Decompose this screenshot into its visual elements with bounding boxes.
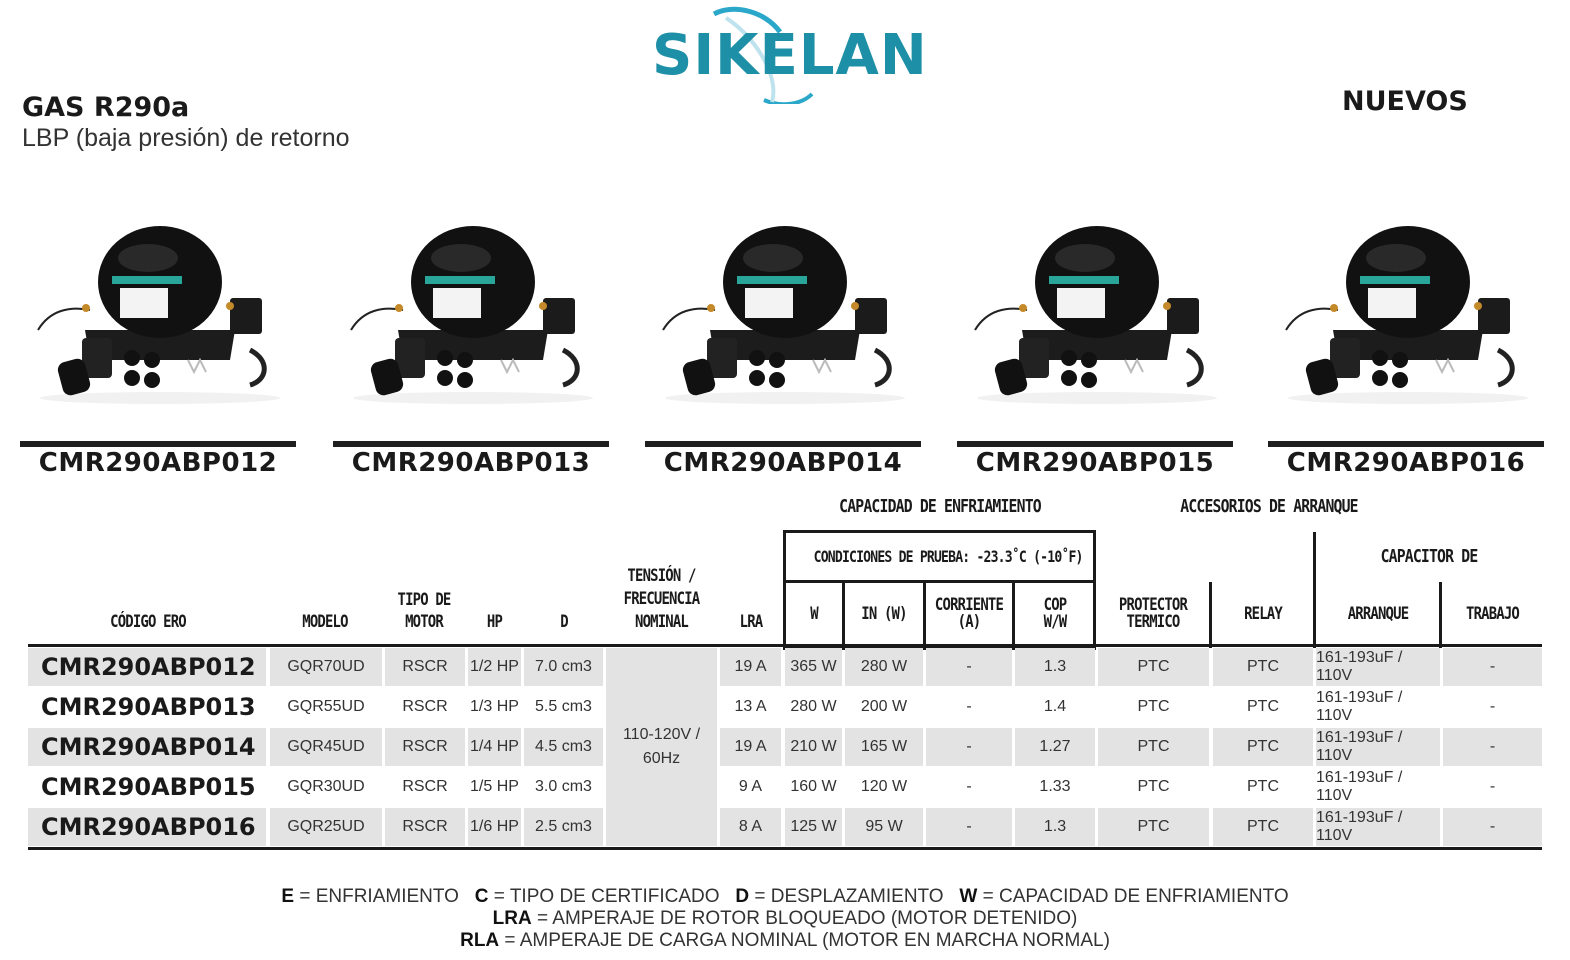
cell-modelo: GQR45UD [270,728,382,766]
cell-trabajo: - [1443,808,1542,846]
legend-key: D [735,886,750,907]
cell-codigo: CMR290ABP012 [28,648,266,686]
cell-relay: PTC [1247,778,1279,795]
voltage-line2: 60Hz [642,750,681,767]
gas-subtitle: LBP (baja presión) de retorno [22,124,350,152]
voltage-line1: 110-120V / [622,726,701,743]
col-protector-2: TERMICO [1126,612,1180,632]
nuevos-badge: NUEVOS [1342,86,1468,117]
cell-w: 210 W [785,728,842,766]
product-card [1268,210,1544,482]
table-row [28,808,1542,846]
legend-line-2 [0,908,1570,930]
cell-d: 4.5 cm3 [524,728,603,766]
cell-codigo: CMR290ABP013 [41,693,256,721]
header-capacidad: CAPACIDAD DE ENFRIAMIENTO [839,496,1041,517]
compressor-image [957,210,1233,410]
col-modelo: MODELO [302,612,348,632]
legend-key: LRA [492,908,532,929]
header-capacitor: CAPACITOR DE [1380,546,1478,567]
product-card [333,210,609,482]
cell-in-w: 280 W [845,648,923,686]
cell-hp: 1/4 HP [468,728,521,766]
cell-corriente: - [926,808,1012,846]
cell-hp: 1/3 HP [470,698,519,715]
legend-text: = TIPO DE CERTIFICADO [488,886,736,907]
compressor-image [333,210,609,410]
divider [1439,582,1442,648]
brand-logo [652,4,928,104]
cell-trabajo: - [1443,648,1542,686]
table-row [28,768,1542,806]
col-protector-1: PROTECTOR [1118,595,1188,615]
header-condiciones: CONDICIONES DE PRUEBA: -23.3˚C (-10˚F) [813,547,1083,566]
cell-cop: 1.3 [1015,808,1095,846]
col-w: W [810,604,818,624]
product-code: CMR290ABP015 [975,448,1215,478]
cell-arranque: 161-193uF / 110V [1316,769,1403,804]
legend-line-3 [0,930,1570,952]
legend-text: = AMPERAJE DE ROTOR BLOQUEADO (MOTOR DETENIDO) [531,908,1078,929]
cell-d: 5.5 cm3 [535,698,592,715]
legend-key: W [959,886,978,907]
divider [1012,582,1015,648]
col-tension-1: TENSIÓN / [627,566,696,586]
legend-line-1 [0,886,1570,908]
cell-w: 365 W [785,648,842,686]
cell-codigo: CMR290ABP016 [28,808,266,846]
cell-d: 2.5 cm3 [524,808,603,846]
col-arranque: ARRANQUE [1347,604,1409,624]
cell-trabajo: - [1443,728,1542,766]
cell-cop: 1.27 [1015,728,1095,766]
cell-cop: 1.33 [1039,778,1071,795]
cell-d: 7.0 cm3 [524,648,603,686]
product-card [645,210,921,482]
cell-relay: PTC [1247,698,1279,715]
legend-text: = ENFRIAMIENTO [294,886,475,907]
product-code: CMR290ABP016 [1286,448,1526,478]
cell-relay: PTC [1213,808,1313,846]
cell-codigo: CMR290ABP014 [28,728,266,766]
legend-text: = CAPACIDAD DE ENFRIAMIENTO [977,886,1289,907]
col-cop-1: COP [1043,595,1067,615]
cell-motor: RSCR [402,778,448,795]
col-cop-2: W/W [1043,612,1067,632]
legend-text: = DESPLAZAMIENTO [749,886,960,907]
cell-arranque: 161-193uF / 110V [1316,648,1440,686]
table-row [28,728,1542,766]
cell-trabajo: - [1489,698,1496,715]
col-d: D [560,612,568,632]
product-underline [645,441,921,447]
product-code: CMR290ABP014 [663,448,903,478]
legend-key: E [281,886,295,907]
brand-name: SIKELAN [652,23,928,88]
divider [842,582,845,648]
voltage-cell [606,648,717,846]
col-trabajo: TRABAJO [1465,604,1520,624]
cell-in-w: 165 W [845,728,923,766]
cell-protector: PTC [1098,648,1209,686]
condiciones-divider [783,580,1096,583]
product-underline [333,441,609,447]
cell-corriente: - [926,728,1012,766]
cell-protector: PTC [1137,698,1170,715]
col-tipo-motor-1: TIPO DE [397,590,451,610]
product-code: CMR290ABP012 [38,448,278,478]
col-tipo-motor-2: MOTOR [405,612,443,632]
col-tension-2: FRECUENCIA [623,589,700,609]
product-card [957,210,1233,482]
legend-key: C [474,886,489,907]
header-accesorios: ACCESORIOS DE ARRANQUE [1180,496,1358,517]
cell-arranque: 161-193uF / 110V [1316,728,1440,766]
cell-modelo: GQR25UD [270,808,382,846]
cell-trabajo: - [1489,778,1496,795]
cell-protector: PTC [1098,808,1209,846]
compressor-image [20,210,296,410]
cell-motor: RSCR [385,648,465,686]
header-rule [28,644,1542,647]
cell-lra: 19 A [720,728,781,766]
product-card [20,210,296,482]
cell-lra: 9 A [738,778,763,795]
compressor-image [645,210,921,410]
cell-relay: PTC [1213,648,1313,686]
cell-hp: 1/6 HP [468,808,521,846]
cell-corriente: - [966,778,972,795]
col-corriente-2: (A) [957,612,981,632]
cell-codigo: CMR290ABP015 [41,773,256,801]
cell-d: 3.0 cm3 [535,778,592,795]
cell-lra: 13 A [734,698,767,715]
cell-modelo: GQR70UD [270,648,382,686]
cell-in-w: 200 W [860,698,908,715]
gas-title: GAS R290a [22,92,190,123]
cell-modelo: GQR55UD [287,698,365,715]
cell-motor: RSCR [385,808,465,846]
product-underline [20,441,296,447]
col-lra: LRA [739,612,763,632]
cell-corriente: - [926,648,1012,686]
cell-w: 160 W [790,778,837,795]
product-underline [957,441,1233,447]
cell-lra: 8 A [720,808,781,846]
cell-in-w: 120 W [860,778,908,795]
cell-motor: RSCR [385,728,465,766]
col-relay: RELAY [1244,604,1282,624]
cell-corriente: - [966,698,972,715]
table-row [28,648,1542,686]
cell-protector: PTC [1137,778,1170,795]
cell-w: 280 W [790,698,837,715]
legend-key: RLA [460,930,500,951]
cell-hp: 1/5 HP [470,778,519,795]
col-in-w: IN (W) [861,604,907,624]
product-underline [1268,441,1544,447]
product-code: CMR290ABP013 [351,448,591,478]
cell-relay: PTC [1213,728,1313,766]
divider [1313,532,1316,648]
compressor-image [1268,210,1544,410]
cell-protector: PTC [1098,728,1209,766]
col-corriente-1: CORRIENTE [934,595,1004,615]
cell-in-w: 95 W [845,808,923,846]
cell-hp: 1/2 HP [468,648,521,686]
cell-arranque: 161-193uF / 110V [1316,689,1403,724]
bottom-rule [28,847,1542,850]
cell-w: 125 W [785,808,842,846]
col-codigo: CÓDIGO ERO [110,612,186,632]
cell-lra: 19 A [720,648,781,686]
legend-text: = AMPERAJE DE CARGA NOMINAL (MOTOR EN MARCHA NORMAL) [499,930,1110,951]
cell-modelo: GQR30UD [287,778,365,795]
cell-cop: 1.3 [1015,648,1095,686]
table-row [28,688,1542,726]
cell-motor: RSCR [402,698,448,715]
divider [923,582,926,648]
divider [1209,582,1212,648]
cell-arranque: 161-193uF / 110V [1316,808,1440,846]
cell-cop: 1.4 [1043,698,1067,715]
col-hp: HP [486,612,503,632]
col-tension-3: NOMINAL [634,612,689,632]
